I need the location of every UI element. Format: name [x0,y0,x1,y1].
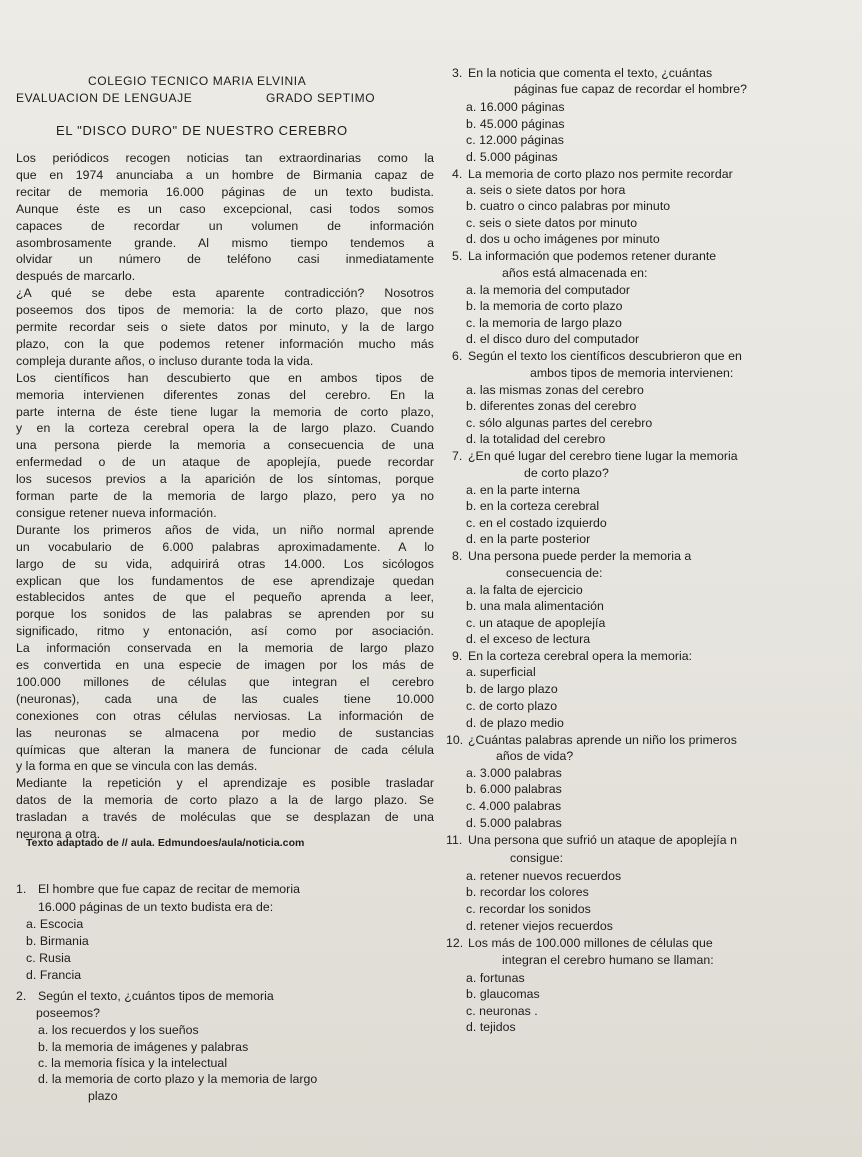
article-line: neurona a otra. [16,827,101,841]
answer-option: c. seis o siete datos por minuto [466,216,638,230]
answer-option: d. el disco duro del computador [466,332,640,346]
answer-option: c. Rusia [26,951,71,965]
answer-option: c. de corto plazo [466,699,558,713]
article-line: La información conservada en la memoria de largo plazo [16,641,434,655]
answer-option: b. en la corteza cerebral [466,499,600,513]
article-line: y en la corteza cerebral opera la de largo plazo. Cuando [16,421,434,435]
question-stem: años de vida? [496,749,574,763]
page-title: EL "DISCO DURO" DE NUESTRO CEREBRO [56,123,348,138]
answer-option: d. la totalidad del cerebro [466,432,606,446]
article-line: enfermedad o de un ataque de apoplejía, puede recordar [16,455,434,469]
answer-option: d. 5.000 palabras [466,816,562,830]
article-line: asombrosamente grande. Al mismo tiempo tendemos a [16,236,434,250]
question-number: 6. [452,349,463,363]
article-line: una persona pierde la memoria a consecuencia de una [16,438,434,452]
article-line: es convertida en una especie de imagen por los más de [16,658,434,672]
article-line: Los periódicos recogen noticias tan extraordinarias como la [16,151,434,165]
answer-option: b. una mala alimentación [466,599,604,613]
answer-option: d. 5.000 páginas [466,150,558,164]
article-line: parte interna de éste tiene lugar la memoria de corto plazo, [16,405,434,419]
question-stem: páginas fue capaz de recordar el hombre? [514,82,748,96]
question-stem: consigue: [510,851,564,865]
question-stem: 16.000 páginas de un texto budista era de: [38,900,274,914]
question-stem: En la noticia que comenta el texto, ¿cuántas [468,66,713,80]
answer-option: a. 16.000 páginas [466,100,565,114]
question-stem: Una persona puede perder la memoria a [468,549,692,563]
article-line: poseemos dos tipos de memoria: la de corto plazo, que nos [16,303,434,317]
answer-option: d. dos u ocho imágenes por minuto [466,232,660,246]
answer-option: c. sólo algunas partes del cerebro [466,416,653,430]
answer-option: b. glaucomas [466,987,540,1001]
answer-option: d. de plazo medio [466,716,564,730]
article-line: explican que los fundamentos de ese aprendizaje quedan [16,574,434,588]
question-number: 4. [452,167,463,181]
answer-option: a. 3.000 palabras [466,766,562,780]
answer-option: a. retener nuevos recuerdos [466,869,622,883]
answer-option: b. diferentes zonas del cerebro [466,399,637,413]
question-stem: años está almacenada en: [502,266,648,280]
article-line: 100.000 millones de células que integran el cerebro [16,675,434,689]
question-stem: integran el cerebro humano se llaman: [502,953,714,967]
answer-option: d. tejidos [466,1020,516,1034]
article-line: capaces de recordar un volumen de información [16,219,434,233]
question-stem: Según el texto los científicos descubrieron que en [468,349,742,363]
answer-option: d. retener viejos recuerdos [466,919,613,933]
answer-option: plazo [88,1089,118,1103]
question-stem: La memoria de corto plazo nos permite recordar [468,167,733,181]
answer-option: d. en la parte posterior [466,532,591,546]
article-line: conexiones con otras células nerviosas. La información de [16,709,434,723]
article-line: los sucesos previos a la aparición de los síntomas, porque [16,472,434,486]
answer-option: a. los recuerdos y los sueños [38,1023,199,1037]
answer-option: d. el exceso de lectura [466,632,591,646]
question-stem: Una persona que sufrió un ataque de apoplejía n [468,833,737,847]
answer-option: c. 4.000 palabras [466,799,562,813]
article-line: un vocabulario de 6.000 palabras aproximadamente. A lo [16,540,434,554]
article-line: significado, ritmo y entonación, así como por asociación. [16,624,434,638]
question-number: 10. [446,733,464,747]
article-line: compleja durante años, o incluso durante toda la vida. [16,354,314,368]
question-stem: ¿En qué lugar del cerebro tiene lugar la memoria [468,449,738,463]
question-number: 5. [452,249,463,263]
answer-option: a. superficial [466,665,536,679]
grade-label: GRADO SEPTIMO [266,91,376,105]
answer-option: c. en el costado izquierdo [466,516,607,530]
article-line: que en 1974 anunciaba a un hombre de Birmania capaz de [16,168,434,182]
article-line: ¿A qué se debe esta aparente contradicción? Nosotros [16,286,434,300]
article-line: Aunque éste es un caso excepcional, casi todos somos [16,202,434,216]
article-line: trasladan a través de moléculas que se desplazan de una [16,810,434,824]
answer-option: b. cuatro o cinco palabras por minuto [466,199,671,213]
article-line: consigue retener nueva información. [16,506,217,520]
question-number: 7. [452,449,463,463]
article-line: las neuronas se almacena por medio de sustancias [16,726,434,740]
article-line: permite recordar seis o siete datos por minuto, y la de largo [16,320,434,334]
article-line: porque los sonidos de las palabras se aprenden por su [16,607,434,621]
question-stem: consecuencia de: [506,566,603,580]
answer-option: a. Escocia [26,917,84,931]
answer-option: b. de largo plazo [466,682,558,696]
answer-option: a. las mismas zonas del cerebro [466,383,644,397]
article-line: recitar de memoria 16.000 páginas de un texto budista. [16,185,434,199]
answer-option: c. la memoria de largo plazo [466,316,622,330]
article-line: plazo, con la que podemos retener información mucho más [16,337,434,351]
answer-option: d. Francia [26,968,82,982]
question-stem: Los más de 100.000 millones de células que [468,936,713,950]
question-number: 12. [446,936,464,950]
answer-option: b. Birmania [26,934,89,948]
article-line: y la forma en que se vincula con las demás. [16,759,258,773]
answer-option: a. fortunas [466,971,525,985]
answer-option: d. la memoria de corto plazo y la memoria de largo [38,1072,318,1086]
article-line: establecidos antes de que el pequeño aprenda a leer, [16,590,434,604]
article-line: forman parte de la memoria de largo plazo, pero ya no [16,489,434,503]
article-line: Los científicos han descubierto que en ambos tipos de [16,371,434,385]
answer-option: b. 45.000 páginas [466,117,565,131]
answer-option: b. recordar los colores [466,885,589,899]
article-line: Durante los primeros años de vida, un niño normal aprende [16,523,434,537]
answer-option: b. 6.000 palabras [466,782,562,796]
answer-option: c. neuronas . [466,1004,538,1018]
article-line: memoria intervienen diferentes zonas del cerebro. En la [16,388,434,402]
answer-option: c. un ataque de apoplejía [466,616,606,630]
article-line: olvidar un número de teléfono casi inmediatamente [16,252,434,266]
answer-option: b. la memoria de corto plazo [466,299,623,313]
question-number: 1. [16,882,27,896]
question-stem: El hombre que fue capaz de recitar de memoria [38,882,300,896]
answer-option: a. la falta de ejercicio [466,583,583,597]
source-citation: Texto adaptado de // aula. Edmundoes/aula/noticia.com [26,837,305,849]
question-number: 11. [446,833,463,847]
question-stem: Según el texto, ¿cuántos tipos de memoria [38,989,274,1003]
question-number: 8. [452,549,463,563]
answer-option: c. 12.000 páginas [466,133,564,147]
answer-option: a. seis o siete datos por hora [466,183,626,197]
question-number: 2. [16,989,27,1003]
answer-option: b. la memoria de imágenes y palabras [38,1040,249,1054]
article-line: (neuronas), cada una de las cuales tiene 10.000 [16,692,434,706]
answer-option: a. la memoria del computador [466,283,631,297]
question-number: 3. [452,66,463,80]
question-stem: ¿Cuántas palabras aprende un niño los primeros [468,733,737,747]
question-stem: ambos tipos de memoria intervienen: [530,366,734,380]
answer-option: c. la memoria física y la intelectual [38,1056,228,1070]
article-line: Mediante la repetición y el aprendizaje es posible trasladar [16,776,434,790]
question-stem: de corto plazo? [524,466,609,480]
article-line: químicas que alteran la manera de funcionar de cada célula [16,743,434,757]
question-stem: poseemos? [36,1006,101,1020]
article-line: después de marcarlo. [16,269,136,283]
answer-option: c. recordar los sonidos [466,902,591,916]
article-line: datos de la memoria de corto plazo a la de largo plazo. Se [16,793,434,807]
article-line: largo de su vida, adquirirá otras 14.000. Los sicólogos [16,557,434,571]
answer-option: a. en la parte interna [466,483,580,497]
question-stem: La información que podemos retener durante [468,249,717,263]
question-number: 9. [452,649,463,663]
school-name: COLEGIO TECNICO MARIA ELVINIA [88,74,307,88]
evaluation-label: EVALUACION DE LENGUAJE [16,91,193,105]
question-stem: En la corteza cerebral opera la memoria: [468,649,693,663]
